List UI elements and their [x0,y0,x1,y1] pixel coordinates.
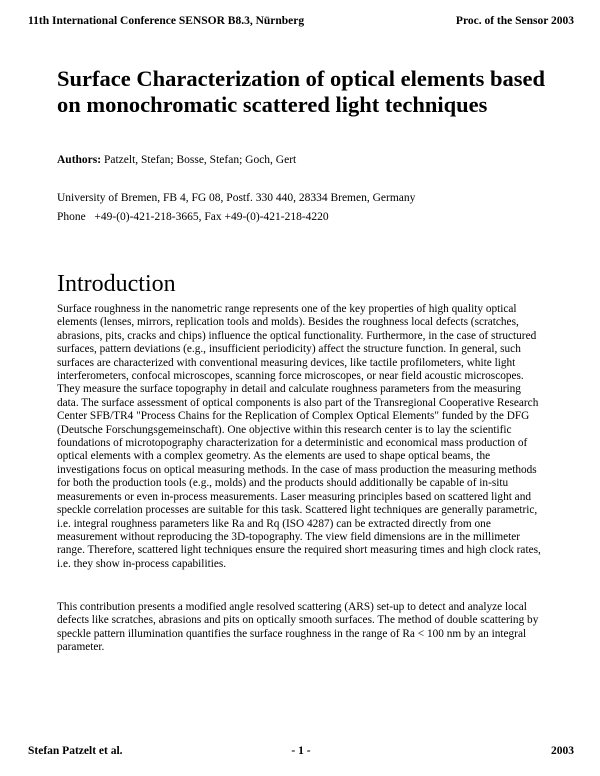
proceedings-label: Proc. of the Sensor 2003 [455,15,574,27]
paper-title: Surface Characterization of optical elements based on monochromatic scattered light techniques [57,66,546,117]
affiliation: University of Bremen, FB 4, FG 08, Postf. 330 440, 28334 Bremen, Germany [57,192,416,204]
footer-author: Stefan Patzelt et al. [28,745,123,757]
paragraph-2: This contribution presents a modified angle resolved scattering (ARS) set-up to detect and analyze local defects like scratches, abrasions and pits on optically smooth surfaces. The method of double scattering by speckle pattern illumination quantifies the surface roughness in the range of Ra < 100 nm by an integral parameter. [57,601,539,654]
page-number: - 1 - [291,745,311,757]
running-footer [28,745,574,759]
contact-info: Phone +49-(0)-421-218-3665, Fax +49-(0)-421-218-4220 [57,211,329,223]
footer-year: 2003 [551,745,574,757]
section-heading: Introduction [57,271,176,297]
authors-line [57,154,296,166]
running-header [28,15,574,31]
authors-label: Authors: [57,154,102,166]
author-names: Patzelt, Stefan; Bosse, Stefan; Goch, Gert [101,154,297,166]
conference-name: 11th International Conference SENSOR B8.3, Nürnberg [28,15,305,27]
paragraph-1: Surface roughness in the nanometric range represents one of the key properties of high quality optical elements (lenses, mirrors, replication tools and molds). Besides the roughness local defects (scratches, abrasions, pits, cracks and chips) influence the optical functionality. Furthermore, in the case of structured surfaces, pattern deviations (e.g., insufficient periodicity) affect the structure function. In general, such surfaces are characterized with conventional measuring devices, like tactile profilometers, white light interferometers, confocal microscopes, scanning force microscopes, or near field acoustic microscopes. They measure the surface topography in detail and calculate roughness parameters from the measuring data. The surface assessment of optical components is also part of the Transregional Cooperative Research Center SFB/TR4 "Process Chains for the Replication of Complex Optical Elements" funded by the DFG (Deutsche Forschungsgemeinschaft). One objective within this research center is to lay the scientific foundations of microtopography characterization for a deterministic and economical mass production of optical elements with a complex geometry. As the elements are used to shape optical beams, the investigations focus on optical measuring methods. In the case of mass production the measuring methods for both the production tools (e.g., molds) and the products should additionally be capable of in-situ measurements or even in-process measurements. Laser measuring principles based on scattered light and speckle correlation processes are suitable for this task. Scattered light techniques are generally parametric, i.e. integral roughness parameters like Ra and Rq (ISO 4287) can be extracted directly from one measurement without reproducing the 3D-topography. The view field dimensions are in the millimeter range. Therefore, scattered light techniques ensure the required short measuring times and high clock rates, i.e. they show in-process capabilities. [57,303,541,570]
